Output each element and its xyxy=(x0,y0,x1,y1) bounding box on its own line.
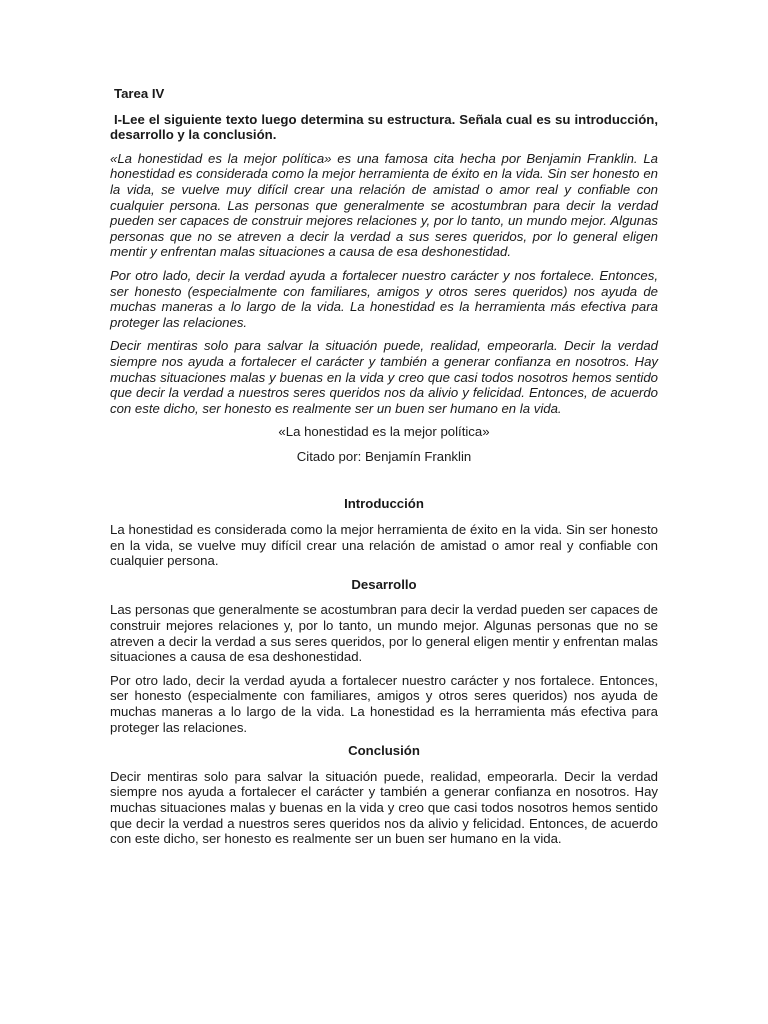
introduction-heading: Introducción xyxy=(344,496,424,512)
citation-text: Citado por: Benjamín Franklin xyxy=(296,448,472,464)
original-paragraph-1: «La honestidad es la mejor política» es una famosa cita hecha por Benjamin Franklin. La honestidad es considerada como la mejor herramienta de éxito en la vida. Sin ser honesto en la vida, se vuelve muy difícil crear una relación de amistad o amor real y confiable con cualquier persona. Las personas que generalmente se acostumbran para decir la verdad pueden ser capaces de construir mejores relaciones y, por lo tanto, un mundo mejor. Algunas personas que no se atreven a decir la verdad a sus seres queridos, por lo general eligen mentir y enfrentan malas situaciones a causa de esa deshonestidad. xyxy=(110,150,658,260)
conclusion-heading: Conclusión xyxy=(348,743,420,759)
page-title: Tarea IV xyxy=(114,86,165,101)
introduction-paragraph: La honestidad es considerada como la mejor herramienta de éxito en la vida. Sin ser honesto en la vida, se vuelve muy difícil crear una relación de amistad o amor real y confiable con cualquier persona. xyxy=(110,522,658,569)
development-paragraph-2: Por otro lado, decir la verdad ayuda a fortalecer nuestro carácter y nos fortalece. Entonces, ser honesto (especialmente con familiares, amigos y otros seres queridos) nos ayuda de muchas maneras a lo largo de la vida. La honestidad es la herramienta más efectiva para proteger las relaciones. xyxy=(110,672,658,735)
original-paragraph-2: Por otro lado, decir la verdad ayuda a fortalecer nuestro carácter y nos fortalece. Entonces, ser honesto (especialmente con familiares, amigos y otros seres queridos) nos ayuda de muchas maneras a lo largo de la vida. La honestidad es la herramienta más efectiva para proteger las relaciones. xyxy=(110,267,658,330)
development-heading: Desarrollo xyxy=(351,576,417,592)
quote-text: «La honestidad es la mejor política» xyxy=(278,424,490,440)
conclusion-paragraph: Decir mentiras solo para salvar la situación puede, realidad, empeorarla. Decir la verdad siempre nos ayuda a fortalecer el carácter y también a generar confianza en nosotros. Hay muchas situaciones malas y buenas en la vida y creo que casi todos nosotros hemos sentido que decir la verdad a nuestros seres queridos nos da alivio y felicidad. Entonces, de acuerdo con este dicho, ser honesto es realmente ser un buen ser humano en la vida. xyxy=(110,768,658,847)
instruction-text: I-Lee el siguiente texto luego determina su estructura. Señala cual es su introducción, desarrollo y la conclusión. xyxy=(110,111,658,143)
development-paragraph-1: Las personas que generalmente se acostumbran para decir la verdad pueden ser capaces de construir mejores relaciones y, por lo tanto, un mundo mejor. Algunas personas que no se atreven a decir la verdad a sus seres queridos, por lo general eligen mentir y enfrentan malas situaciones a causa de esa deshonestidad. xyxy=(110,602,658,665)
original-text-block xyxy=(110,151,658,417)
original-paragraph-3: Decir mentiras solo para salvar la situación puede, realidad, empeorarla. Decir la verdad siempre nos ayuda a fortalecer el carácter y también a generar confianza en nosotros. Hay muchas situaciones malas y buenas en la vida y creo que casi todos nosotros hemos sentido que decir la verdad a nuestros seres queridos nos da alivio y felicidad. Entonces, de acuerdo con este dicho, ser honesto es realmente ser un buen ser humano en la vida. xyxy=(110,338,658,416)
document-page xyxy=(110,86,658,855)
